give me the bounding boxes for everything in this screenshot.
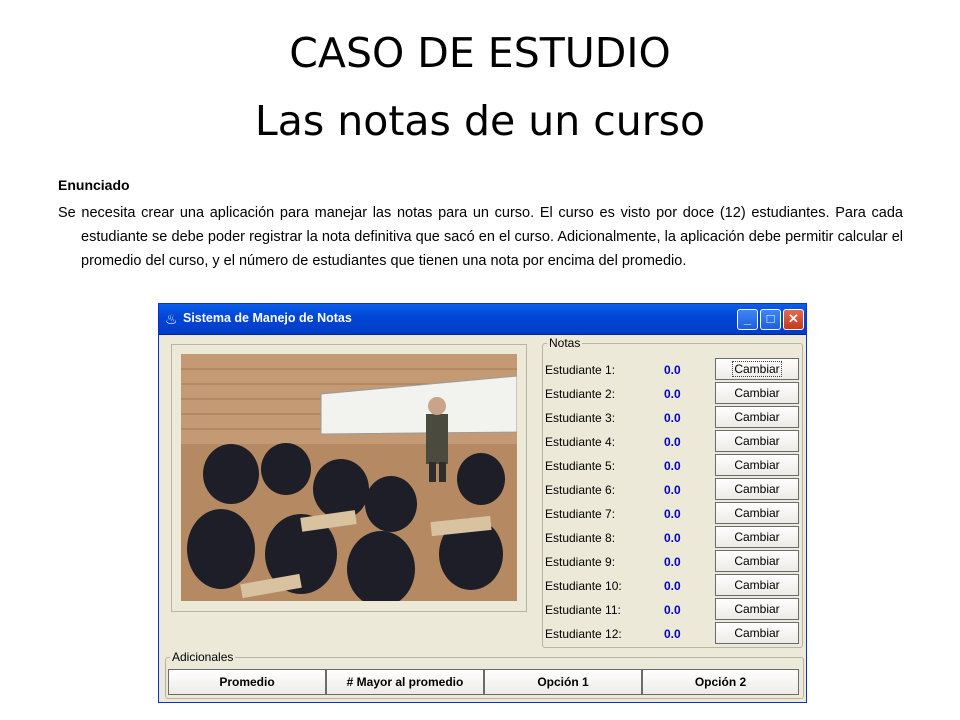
student-row <box>543 430 802 454</box>
maximize-button[interactable]: □ <box>760 309 781 330</box>
student-label: Estudiante 5: <box>545 459 616 473</box>
student-label: Estudiante 4: <box>545 435 616 449</box>
notas-group-label: Notas <box>549 336 581 350</box>
cambiar-button[interactable] <box>715 526 799 548</box>
cambiar-button[interactable] <box>715 574 799 596</box>
student-grade: 0.0 <box>664 627 681 641</box>
student-row <box>543 526 802 550</box>
student-row <box>543 406 802 430</box>
student-grade: 0.0 <box>664 411 681 425</box>
cambiar-button[interactable] <box>715 502 799 524</box>
java-app-icon: ♨ <box>165 311 178 327</box>
student-row <box>543 358 802 382</box>
cambiar-button-label: Cambiar <box>734 578 780 592</box>
window-title: Sistema de Manejo de Notas <box>183 311 352 325</box>
student-row <box>543 622 802 646</box>
cambiar-button-label: Cambiar <box>734 482 780 496</box>
student-grade: 0.0 <box>664 435 681 449</box>
student-grade: 0.0 <box>664 603 681 617</box>
student-grade: 0.0 <box>664 459 681 473</box>
student-label: Estudiante 7: <box>545 507 616 521</box>
student-grade: 0.0 <box>664 387 681 401</box>
cambiar-button[interactable] <box>715 622 799 644</box>
cambiar-button[interactable] <box>715 478 799 500</box>
student-label: Estudiante 3: <box>545 411 616 425</box>
student-grade: 0.0 <box>664 483 681 497</box>
cambiar-button-label: Cambiar <box>734 458 780 472</box>
student-grade: 0.0 <box>664 555 681 569</box>
student-grade: 0.0 <box>664 531 681 545</box>
opcion-1-button[interactable]: Opción 1 <box>484 669 642 695</box>
photo-panel <box>171 344 527 612</box>
cambiar-button-label: Cambiar <box>734 506 780 520</box>
student-grade: 0.0 <box>664 363 681 377</box>
cambiar-button-label: Cambiar <box>734 386 780 400</box>
cambiar-button-label: Cambiar <box>734 434 780 448</box>
adicionales-group-label: Adicionales <box>172 650 234 664</box>
student-row <box>543 550 802 574</box>
student-row <box>543 382 802 406</box>
mayor-al-promedio-button[interactable]: # Mayor al promedio <box>326 669 484 695</box>
cambiar-button[interactable] <box>715 430 799 452</box>
cambiar-button[interactable] <box>715 382 799 404</box>
slide-title: CASO DE ESTUDIO <box>289 29 671 77</box>
minimize-button[interactable]: _ <box>737 309 758 330</box>
student-row <box>543 502 802 526</box>
enunciado-heading: Enunciado <box>58 177 130 193</box>
student-row <box>543 574 802 598</box>
student-row <box>543 598 802 622</box>
cambiar-button-label: Cambiar <box>734 554 780 568</box>
notas-group <box>542 336 803 648</box>
cambiar-button[interactable] <box>715 550 799 572</box>
enunciado-text: Se necesita crear una aplicación para manejar las notas para un curso. El curso es visto por doce (12) estudiantes. Para cada estudiante se debe poder registrar la nota definitiva que sacó en el curso. Adicionalmente, la aplicación debe permitir calcular el promedio del curso, y el número de estudiantes que tienen una nota por encima del promedio. <box>58 205 903 269</box>
student-label: Estudiante 2: <box>545 387 616 401</box>
student-label: Estudiante 6: <box>545 483 616 497</box>
student-row <box>543 478 802 502</box>
cambiar-button[interactable] <box>715 406 799 428</box>
cambiar-button-label: Cambiar <box>734 410 780 424</box>
close-button[interactable]: ✕ <box>783 309 804 330</box>
student-grade: 0.0 <box>664 507 681 521</box>
cambiar-button-label: Cambiar <box>734 626 780 640</box>
cambiar-button-label: Cambiar <box>734 530 780 544</box>
cambiar-button[interactable] <box>715 358 799 380</box>
cambiar-button-label: Cambiar <box>734 602 780 616</box>
student-label: Estudiante 11: <box>545 603 621 617</box>
student-grade: 0.0 <box>664 579 681 593</box>
student-label: Estudiante 9: <box>545 555 616 569</box>
student-label: Estudiante 12: <box>545 627 622 641</box>
adicionales-group <box>165 650 804 699</box>
cambiar-button[interactable] <box>715 454 799 476</box>
cambiar-button-label: Cambiar <box>734 362 780 376</box>
opcion-2-button[interactable]: Opción 2 <box>642 669 799 695</box>
title-bar[interactable] <box>159 304 806 335</box>
student-label: Estudiante 8: <box>545 531 616 545</box>
promedio-button[interactable]: Promedio <box>168 669 326 695</box>
slide-subtitle: Las notas de un curso <box>254 97 706 145</box>
student-row <box>543 454 802 478</box>
student-label: Estudiante 1: <box>545 363 616 377</box>
student-label: Estudiante 10: <box>545 579 622 593</box>
classroom-photo <box>181 354 517 601</box>
app-window <box>158 303 807 703</box>
cambiar-button[interactable] <box>715 598 799 620</box>
